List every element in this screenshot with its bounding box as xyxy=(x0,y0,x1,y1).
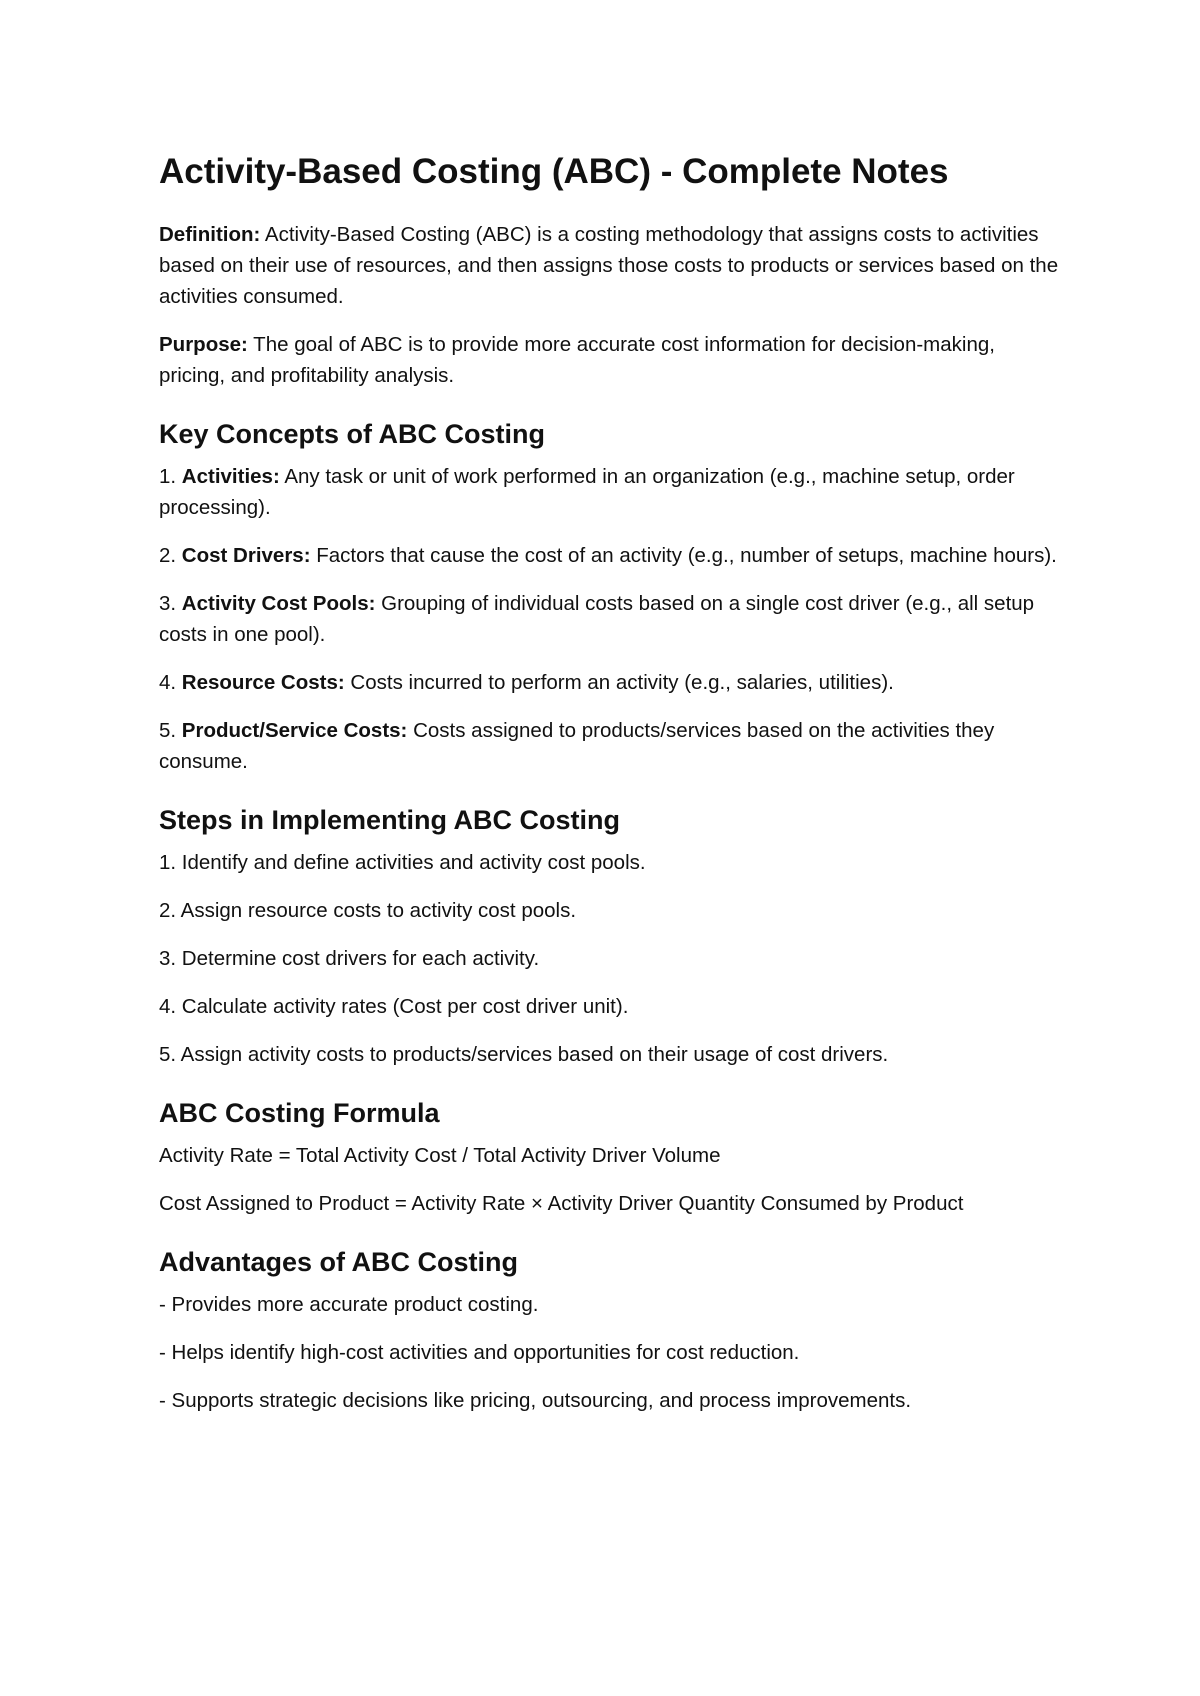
key-concept-label: Activities: xyxy=(181,465,280,488)
step-item: 4. Calculate activity rates (Cost per cost driver unit). xyxy=(159,995,629,1018)
key-concept-item xyxy=(159,540,1059,571)
key-concept-label: Product/Service Costs: xyxy=(181,719,408,742)
key-concept-text: Any task or unit of work performed in an organization (e.g., machine setup, order processing). xyxy=(159,465,1015,519)
key-concept-text: Factors that cause the cost of an activity (e.g., number of setups, machine hours). xyxy=(310,544,1057,567)
key-concept-number: 2. xyxy=(159,544,182,567)
step-item: 3. Determine cost drivers for each activity. xyxy=(159,947,540,970)
key-concept-text: Costs incurred to perform an activity (e.g., salaries, utilities). xyxy=(344,671,894,694)
key-concept-number: 3. xyxy=(159,592,182,615)
advantage-item: - Provides more accurate product costing. xyxy=(159,1293,539,1316)
key-concept-label: Resource Costs: xyxy=(181,671,345,694)
key-concept-item xyxy=(159,461,1059,523)
definition-paragraph xyxy=(159,219,1059,312)
key-concept-item xyxy=(159,588,1059,650)
step-item: 5. Assign activity costs to products/services based on their usage of cost drivers. xyxy=(159,1043,889,1066)
key-concept-text: Grouping of individual costs based on a single cost driver (e.g., all setup costs in one pool). xyxy=(159,592,1035,646)
key-concept-item xyxy=(159,715,1059,777)
formula-line: Cost Assigned to Product = Activity Rate × Activity Driver Quantity Consumed by Product xyxy=(159,1192,964,1215)
purpose-label: Purpose: xyxy=(159,333,248,356)
advantage-item: - Helps identify high-cost activities and opportunities for cost reduction. xyxy=(159,1341,800,1364)
key-concept-number: 1. xyxy=(159,465,182,488)
step-item: 2. Assign resource costs to activity cost pools. xyxy=(159,899,577,922)
formula-heading: ABC Costing Formula xyxy=(159,1098,440,1128)
key-concept-label: Cost Drivers: xyxy=(181,544,311,567)
key-concept-text: Costs assigned to products/services based on the activities they consume. xyxy=(159,719,995,773)
steps-heading: Steps in Implementing ABC Costing xyxy=(159,805,621,835)
purpose-text: The goal of ABC is to provide more accurate cost information for decision-making, pricing, and profitability analysis. xyxy=(159,333,995,387)
key-concepts-heading: Key Concepts of ABC Costing xyxy=(159,419,546,449)
formula-line: Activity Rate = Total Activity Cost / Total Activity Driver Volume xyxy=(159,1144,721,1167)
advantage-item: - Supports strategic decisions like pricing, outsourcing, and process improvements. xyxy=(159,1389,912,1412)
purpose-paragraph xyxy=(159,329,1059,391)
step-item: 1. Identify and define activities and activity cost pools. xyxy=(159,851,646,874)
key-concept-label: Activity Cost Pools: xyxy=(181,592,376,615)
definition-text: Activity-Based Costing (ABC) is a costing methodology that assigns costs to activities based on their use of resources, and then assigns those costs to products or services based on the activities consumed. xyxy=(159,223,1059,308)
page-title: Activity-Based Costing (ABC) - Complete Notes xyxy=(159,152,949,191)
advantages-heading: Advantages of ABC Costing xyxy=(159,1247,519,1277)
key-concept-item xyxy=(159,667,1059,698)
definition-label: Definition: xyxy=(159,223,261,246)
key-concept-number: 4. xyxy=(159,671,182,694)
document-page xyxy=(159,150,1059,1433)
key-concept-number: 5. xyxy=(159,719,182,742)
